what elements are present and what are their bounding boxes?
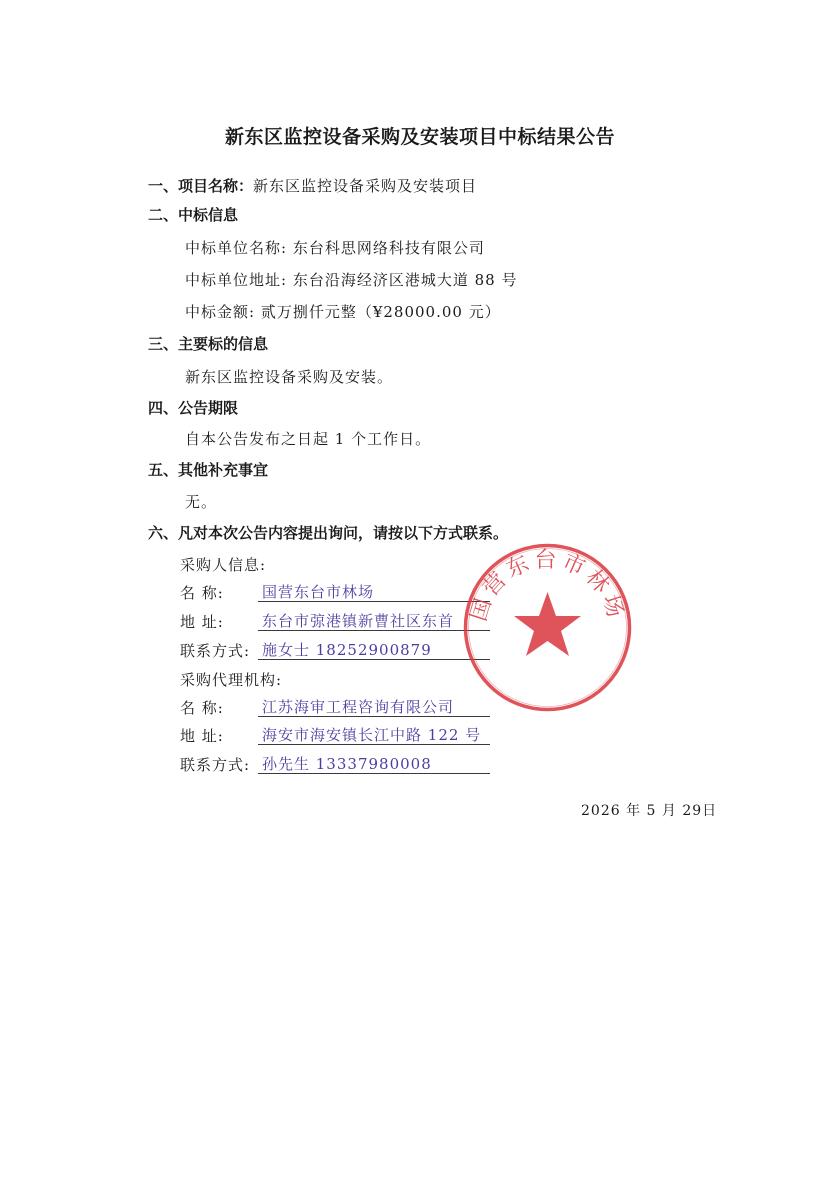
agency-contact-value: 孙先生 13337980008 <box>262 755 432 773</box>
purchaser-name-label: 名 称: <box>180 584 224 602</box>
agency-address-value: 海安市海安镇长江中路 122 号 <box>262 726 482 744</box>
announcement-date: 2026 年 5 月 29日 <box>581 803 718 819</box>
section-4-label: 四、公告期限 <box>148 399 239 417</box>
purchaser-contact-underline <box>258 659 490 660</box>
purchaser-contact-label: 联系方式: <box>180 642 251 660</box>
section-1-value: 新东区监控设备采购及安装项目 <box>253 177 478 195</box>
purchaser-contact-value: 施女士 18252900879 <box>262 641 432 659</box>
purchaser-name-value: 国营东台市林场 <box>262 583 375 601</box>
section-6-label: 六、凡对本次公告内容提出询问，请按以下方式联系。 <box>148 524 509 542</box>
section-project-name <box>148 176 477 196</box>
section-1-label: 一、项目名称： <box>148 177 254 195</box>
purchaser-heading: 采购人信息: <box>180 556 267 574</box>
section-5-value: 无。 <box>185 493 218 511</box>
winner-amount-line: 中标金额: 贰万捌仟元整（¥28000.00 元） <box>185 303 501 321</box>
page-title: 新东区监控设备采购及安装项目中标结果公告 <box>224 126 615 148</box>
winner-name-line: 中标单位名称: 东台科思网络科技有限公司 <box>185 239 485 257</box>
purchaser-address-value: 东台市弶港镇新曹社区东首 <box>262 612 455 630</box>
agency-address-underline <box>258 744 490 745</box>
agency-heading: 采购代理机构: <box>180 671 283 689</box>
agency-contact-underline <box>258 773 490 774</box>
official-seal-icon <box>460 540 635 715</box>
agency-name-label: 名 称: <box>180 699 224 717</box>
winner-address-line: 中标单位地址: 东台沿海经济区港城大道 88 号 <box>185 271 518 289</box>
agency-name-value: 江苏海审工程咨询有限公司 <box>262 698 455 716</box>
section-2-label: 二、中标信息 <box>148 206 239 224</box>
agency-contact-label: 联系方式: <box>180 756 251 774</box>
purchaser-name-underline <box>258 601 490 602</box>
agency-name-underline <box>258 716 490 717</box>
purchaser-address-underline <box>258 630 490 631</box>
agency-address-label: 地 址: <box>180 727 224 745</box>
section-3-value: 新东区监控设备采购及安装。 <box>185 368 394 386</box>
section-5-label: 五、其他补充事宜 <box>148 461 269 479</box>
seal-text: 国营东台市林场 <box>466 547 629 625</box>
section-4-value: 自本公告发布之日起 1 个工作日。 <box>185 430 432 448</box>
purchaser-address-label: 地 址: <box>180 613 224 631</box>
section-3-label: 三、主要标的信息 <box>148 335 269 353</box>
